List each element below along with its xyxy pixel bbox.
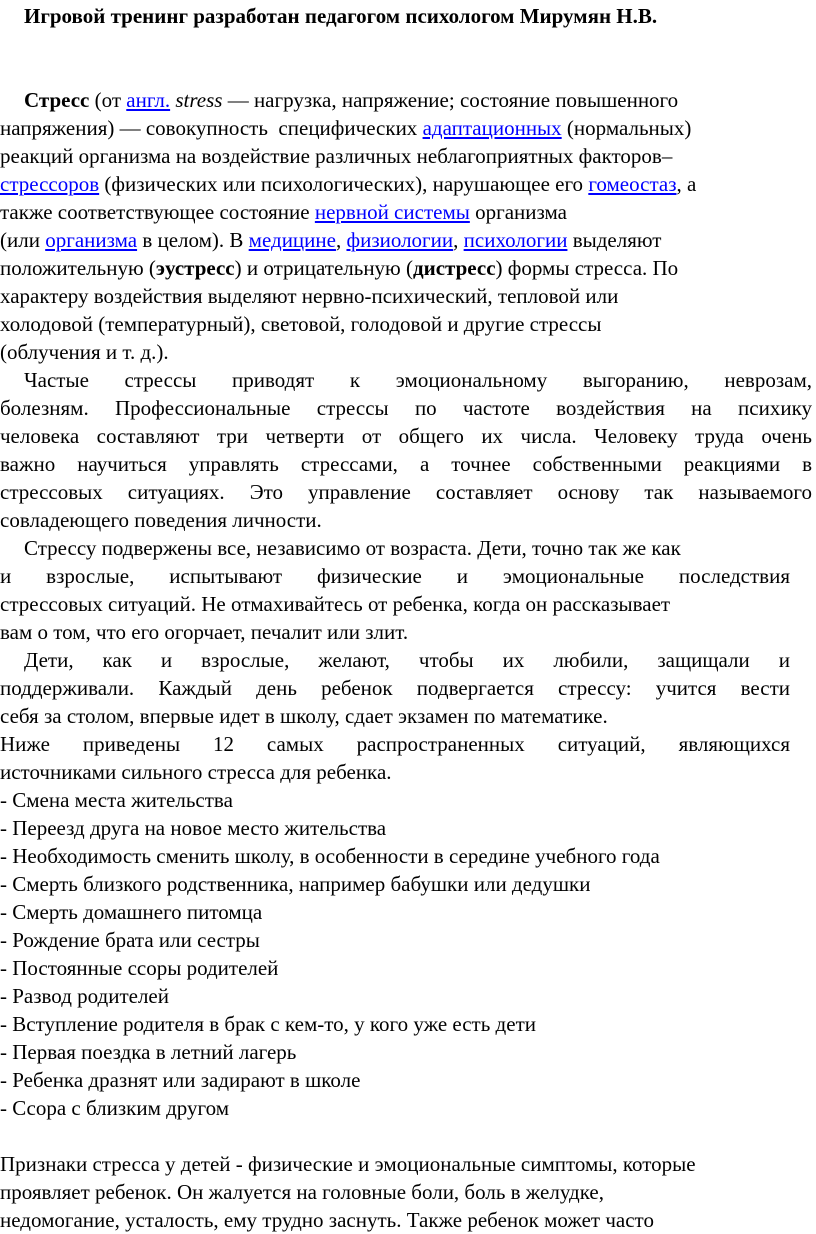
text-line: важно научиться управлять стрессами, а точнее собственными реакциями в [0,452,812,476]
text-line: проявляет ребенок. Он жалуется на головные боли, боль в желудке, [0,1180,604,1204]
text-line: источниками сильного стресса для ребенка. [0,760,392,784]
paragraph-list-intro [0,730,816,786]
text-fragment: (физических или психологических), нарушающее его [99,172,589,196]
link-physiology[interactable]: физиологии [346,228,454,252]
list-item: - Вступление родителя в брак с кем-то, у кого уже есть дети [0,1012,536,1036]
text-fragment: , [335,228,347,252]
text-line [0,254,816,282]
text-fragment: , а [676,172,697,196]
text-fragment: , [453,228,464,252]
link-engl[interactable]: англ. [126,88,171,112]
text-fragment: (или [0,228,46,252]
link-psychology[interactable]: психологии [463,228,568,252]
text-line [0,170,816,198]
text-line [0,226,816,254]
text-line: совладеющего поведения личности. [0,508,322,532]
text-line: холодовой (температурный), световой, голодовой и другие стрессы [0,312,602,336]
text-fragment: (от [89,88,127,112]
text-line: недомогание, усталость, ему трудно заснуть. Также ребенок может часто [0,1208,654,1232]
list-item: - Необходимость сменить школу, в особенности в середине учебного года [0,844,660,868]
text-fragment: ) и отрицательную ( [234,256,413,280]
term-stress: Стресс [24,88,90,112]
text-line: стрессовых ситуациях. Это управление составляет основу так называемого [0,480,812,504]
text-fragment: (нормальных) [561,116,692,140]
link-adaptation[interactable]: адаптационных [422,116,562,140]
stress-word: stress [175,88,223,112]
text-line: человека составляют три четверти от общего их числа. Человеку труда очень [0,424,812,448]
paragraph-children-wants [0,646,816,730]
text-fragment: ) формы стресса. По [495,256,679,280]
list-item: - Рождение брата или сестры [0,928,260,952]
term-distress: дистресс [413,256,496,280]
text-line [0,114,816,142]
term-eustress: эустресс [155,256,235,280]
link-nervous-system[interactable]: нервной системы [314,200,470,224]
intro-paragraph [0,86,816,366]
text-fragment: напряжения) — совокупность специфических [0,116,423,140]
text-line: Стрессу подвержены все, независимо от возраста. Дети, точно так же как [24,536,681,560]
list-item: - Переезд друга на новое место жительства [0,816,387,840]
text-line: (облучения и т. д.). [0,340,169,364]
list-item: - Смерть домашнего питомца [0,900,263,924]
link-medicine[interactable]: медицине [248,228,336,252]
text-line: Частые стрессы приводят к эмоциональному выгоранию, неврозам, [24,368,812,392]
text-line: реакций организма на воздействие различных неблагоприятных факторов– [0,144,673,168]
text-line [0,86,816,114]
list-item: - Ссора с близким другом [0,1096,230,1120]
text-fragment: организма [469,200,567,224]
paragraph-stress-signs [0,1150,816,1234]
text-line: и взрослые, испытывают физические и эмоциональные последствия [0,564,790,588]
paragraph-children-stress [0,534,816,646]
text-line: Признаки стресса у детей - физические и эмоциональные симптомы, которые [0,1152,696,1176]
text-line [0,198,816,226]
link-stressors[interactable]: стрессоров [0,172,100,196]
list-item: - Смерть близкого родственника, например бабушки или дедушки [0,872,591,896]
stress-situations-list [0,786,816,1122]
list-item: - Ребенка дразнят или задирают в школе [0,1068,361,1092]
document-title: Игровой тренинг разработан педагогом психологом Мирумян Н.В. [24,4,658,28]
text-fragment: — нагрузка, напряжение; состояние повышенного [222,88,679,112]
text-fragment: выделяют [567,228,662,252]
text-fragment: положительную ( [0,256,156,280]
text-line: характеру воздействия выделяют нервно-психический, тепловой или [0,284,619,308]
text-line: себя за столом, впервые идет в школу, сдает экзамен по математике. [0,704,608,728]
text-line: стрессовых ситуаций. Не отмахивайтесь от ребенка, когда он рассказывает [0,592,671,616]
paragraph-burnout [0,366,816,534]
text-line: болезням. Профессиональные стрессы по частоте воздействия на психику [0,396,812,420]
text-line: Дети, как и взрослые, желают, чтобы их любили, защищали и [24,648,790,672]
text-line: Ниже приведены 12 самых распространенных ситуаций, являющихся [0,732,790,756]
text-fragment: также соответствующее состояние [0,200,315,224]
list-item: - Развод родителей [0,984,169,1008]
text-line: вам о том, что его огорчает, печалит или злит. [0,620,409,644]
list-item: - Постоянные ссоры родителей [0,956,279,980]
list-item: - Первая поездка в летний лагерь [0,1040,297,1064]
list-item: - Смена места жительства [0,788,233,812]
link-organism[interactable]: организма [45,228,138,252]
text-fragment: в целом). В [137,228,249,252]
text-line: поддерживали. Каждый день ребенок подвергается стрессу: учится вести [0,676,790,700]
link-homeostasis[interactable]: гомеостаз [588,172,677,196]
